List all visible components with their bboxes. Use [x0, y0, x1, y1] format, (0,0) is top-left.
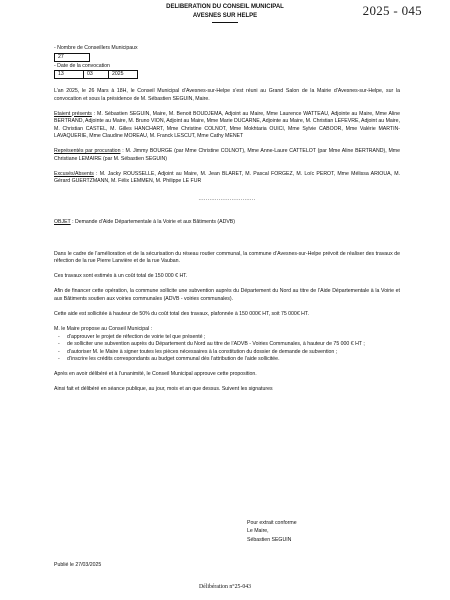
signature-block [247, 519, 297, 544]
vote-paragraph: Après en avoir délibéré et à l’unanimité, le Conseil Municipal approuve cette proposition. [54, 370, 257, 377]
proposal-item: - de solliciter une subvention auprès du Département du Nord au titre de l’ADVB - Voiries Communales, à hauteur de 75 000 € HT ; [67, 341, 400, 349]
separator: ............................... [198, 195, 256, 202]
excuses-label: Excusés/Absents [54, 170, 94, 177]
page-footer: Délibération n°25-043 [198, 583, 252, 590]
closing-paragraph: Ainsi fait et délibéré en séance publique, au jour, mois et an que dessus. Suivent les signatures [54, 385, 273, 392]
signature-line-2: Le Maire, [247, 528, 269, 535]
objet-paragraph [54, 219, 400, 227]
document-title [0, 3, 450, 23]
excuses-paragraph [54, 171, 400, 186]
excuses-text: : M. Jacky ROUSSELLE, Adjoint au Maire, M. Jean BLARET, M. Pascal FORGEZ, M. Loïc PEROT, Mme Mélissa ARIOUA, M. Gérard GUERTZMANN, M. Félix LEMMEN, M. Philippe LE FUR [54, 170, 400, 185]
date-day-box: 13 [54, 70, 84, 79]
cost-paragraph: Ces travaux sont estimés à un coût total de 150 000 € HT. [54, 273, 188, 280]
procuration-text: : M. Jimmy BOURGE (par Mme Christine COLNOT), Mme Anne-Laure CATTELOT (par Mme Aline BERTRAND), Mme Christiane LEMAIRE (par M. Sébastien SEGUIN) [54, 148, 400, 162]
date-month-box: 03 [84, 70, 109, 79]
objet-label: OBJET [54, 219, 71, 226]
subsidy-paragraph: Cette aide est sollicitée à hauteur de 50% du coût total des travaux, plafonnée à 150 000€ HT, soit 75 000€ HT. [54, 311, 309, 318]
convocation-date-label: - Date de la convocation [54, 62, 110, 69]
proposal-item: - d’inscrire les crédits correspondants au budget communal dès l’attribution de l’aide sollicitée. [67, 356, 400, 364]
signature-line-1: Pour extrait conforme [247, 520, 297, 526]
propose-intro: M. le Maire propose au Conseil Municipal : [54, 326, 153, 333]
procuration-paragraph [54, 148, 400, 163]
objet-text: : Demande d’Aide Départementale à la Voirie et aux Bâtiments (ADVB) [70, 219, 235, 226]
date-year-box: 2025 [109, 70, 138, 79]
proposal-item: - d’approuver le projet de réfection de voirie tel que présenté ; [67, 334, 400, 342]
signature-name: Sébastien SEGUIN [247, 536, 292, 543]
convocation-date [54, 70, 174, 79]
title-line-2: AVESNES SUR HELPE [192, 13, 258, 19]
procuration-label: Représentés par procuration [54, 148, 121, 155]
intro-paragraph: L’an 2025, le 26 Mars à 18H, le Conseil Municipal d’Avesnes-sur-Helpe s’est réuni au Grand Salon de la Mairie d’Avesnes-sur-Helpe, sur la convocation et sous la présidence de M. Sébastien SEGUIN, Maire. [54, 88, 400, 102]
title-line-1: DELIBERATION DU CONSEIL MUNICIPAL [166, 4, 284, 10]
financing-paragraph: Afin de financer cette opération, la commune sollicite une subvention auprès du Département du Nord au titre de l’Aide Départementale à la Voirie et aux Bâtiments soutien aux voiries communales (ADVB - voiries communales). [54, 288, 400, 302]
publication-date: Publié le 27/03/2025 [54, 562, 102, 568]
conseillers-count-box: 27 [54, 53, 90, 62]
presents-text: : M. Sébastien SEGUIN, Maire, M. Benoit BOUDJEMA, Adjoint au Maire, Mme Laurence WATTEAU, Adjointe au Maire, Mme Aline BERTRAND, Adjointe au Maire, M. Bruno VION, Adjoint au Maire, Mme Marie DUCARNE, Adjointe au Maire, M. Christian LEFEVRE, Adjoint au Maire, M. Christian CASTEL, M. Gilles HANCHART, Mme Christine COLNOT, Mme Mokhtaria OUICI, Mme Sylvie CABOOR, Mme Valérie MARTIN-LAVAQUERIE, Mme Claudine MOREAU, M. Franck LESCUT, Mme Cathy MENET [54, 110, 400, 140]
deliberation-body [54, 88, 400, 401]
deliberation-reference: 2025 - 045 [362, 3, 422, 18]
context-paragraph: Dans le cadre de l’amélioration et de la sécurisation du réseau routier communal, la commune d’Avesnes-sur-Helpe prévoit de réaliser des travaux de réfection de la rue Pierre Lanvière et de la rue Vauban. [54, 250, 400, 265]
presents-label: Etaient présents [54, 110, 92, 117]
title-underline [212, 22, 238, 23]
proposal-list [54, 334, 400, 364]
presents-paragraph [54, 111, 400, 141]
conseillers-label: - Nombre de Conseillers Municipaux [54, 45, 138, 51]
meta-block [54, 45, 174, 80]
proposal-item: - d’autoriser M. le Maire à signer toutes les pièces nécessaires à la constitution du dossier de demande de subvention ; [67, 349, 400, 357]
